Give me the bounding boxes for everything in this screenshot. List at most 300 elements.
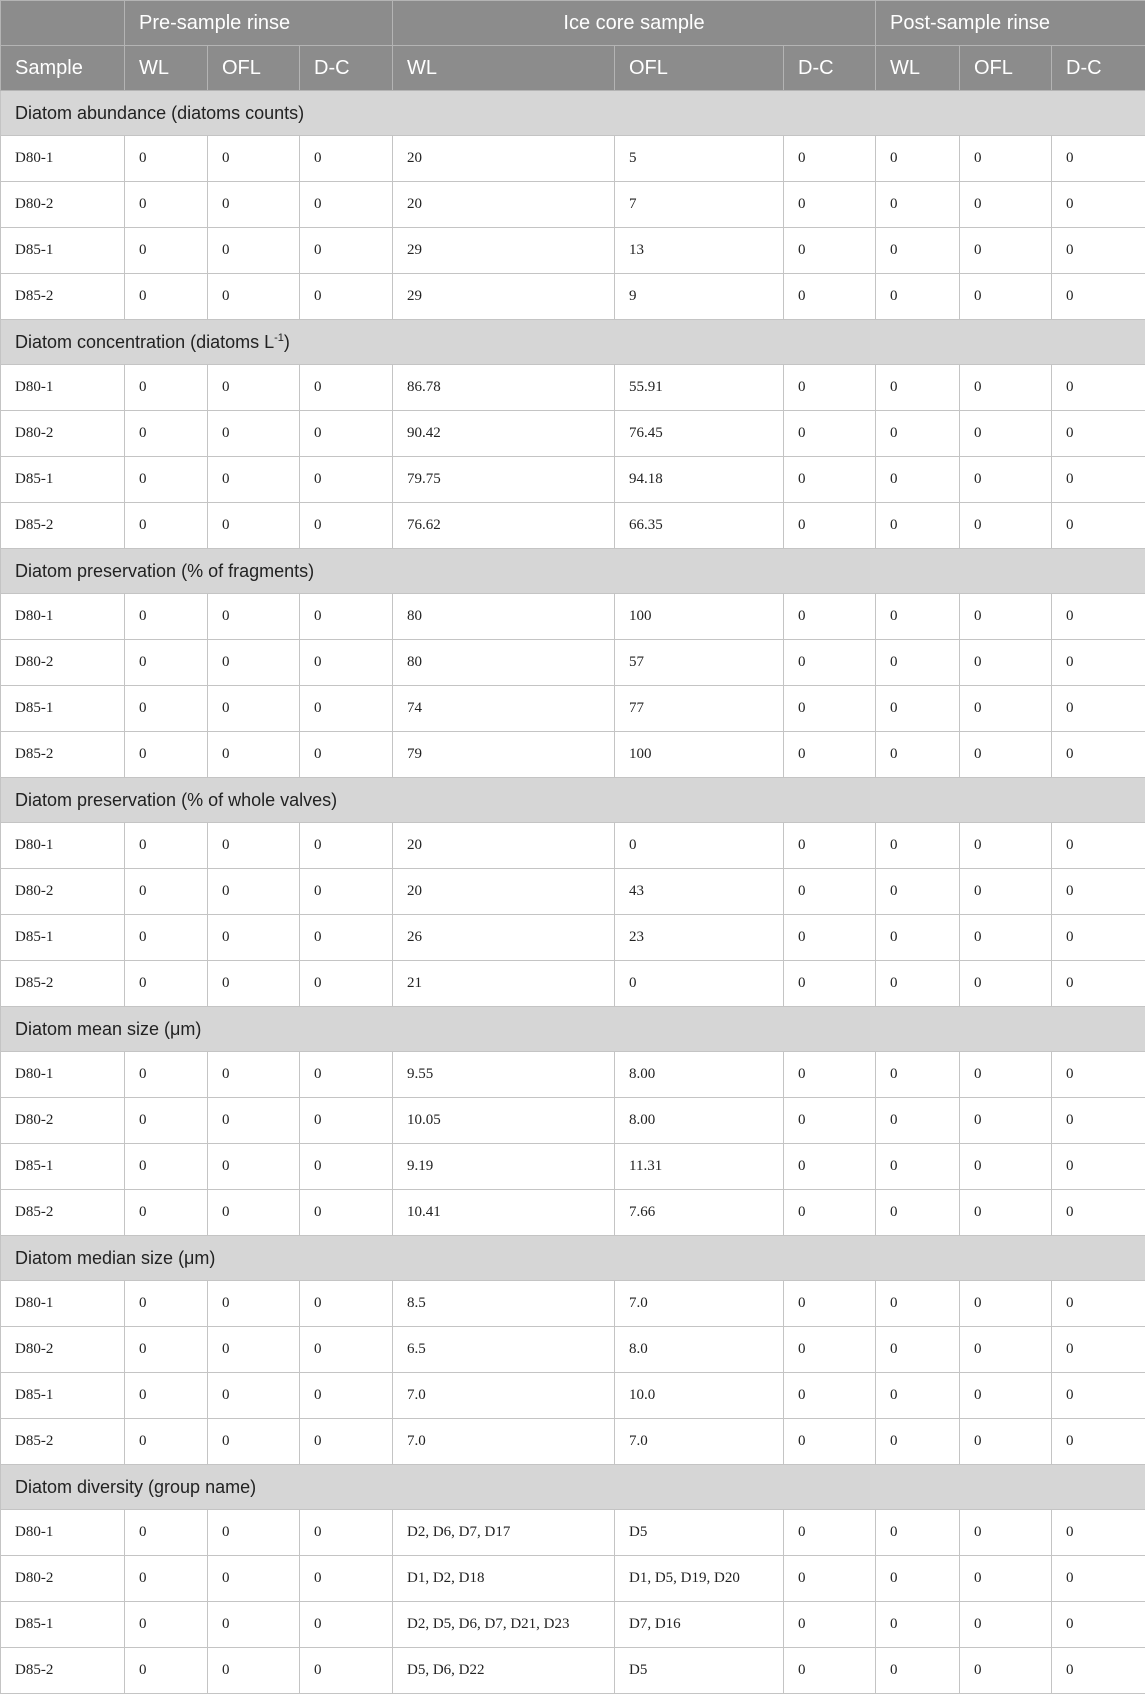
- column-header-ice-dc: D-C: [784, 46, 876, 91]
- table-cell: 8.5: [393, 1281, 615, 1327]
- sample-id-cell: D85-1: [1, 1373, 125, 1419]
- table-cell: 0: [300, 1190, 393, 1236]
- table-cell: 0: [784, 869, 876, 915]
- table-cell: 0: [125, 411, 208, 457]
- table-cell: 0: [876, 869, 960, 915]
- table-cell: 0: [784, 1648, 876, 1694]
- table-cell: 0: [125, 1327, 208, 1373]
- table-cell: 0: [125, 1052, 208, 1098]
- sample-id-cell: D80-1: [1, 136, 125, 182]
- table-cell: 0: [125, 1602, 208, 1648]
- sample-id-cell: D85-2: [1, 1190, 125, 1236]
- section-title-text: Diatom abundance (diatoms counts): [15, 103, 304, 123]
- column-header-post-wl: WL: [876, 46, 960, 91]
- table-cell: 0: [784, 503, 876, 549]
- table-cell: 5: [615, 136, 784, 182]
- table-cell: 0: [300, 1052, 393, 1098]
- table-cell: 7.0: [615, 1281, 784, 1327]
- column-header-sample: Sample: [1, 46, 125, 91]
- table-cell: 7.0: [393, 1373, 615, 1419]
- table-cell: 0: [208, 1510, 300, 1556]
- table-cell: 0: [125, 1419, 208, 1465]
- table-cell: 0: [300, 594, 393, 640]
- table-cell: 6.5: [393, 1327, 615, 1373]
- table-cell: 0: [300, 961, 393, 1007]
- table-cell: 0: [208, 1190, 300, 1236]
- table-cell: 0: [208, 732, 300, 778]
- table-cell: 8.00: [615, 1052, 784, 1098]
- table-cell: 0: [300, 503, 393, 549]
- table-row: [1, 1648, 1145, 1694]
- table-cell: 0: [1052, 1602, 1145, 1648]
- table-cell: 0: [1052, 1052, 1145, 1098]
- table-cell: 29: [393, 274, 615, 320]
- table-cell: 8.00: [615, 1098, 784, 1144]
- table-row: [1, 1510, 1145, 1556]
- table-row: [1, 1419, 1145, 1465]
- table-cell: 0: [300, 1510, 393, 1556]
- table-cell: 0: [960, 274, 1052, 320]
- table-cell: 0: [300, 182, 393, 228]
- table-cell: 43: [615, 869, 784, 915]
- group-header-row: [1, 1, 1145, 46]
- table-cell: 0: [960, 640, 1052, 686]
- table-cell: 0: [876, 686, 960, 732]
- section-title: [1, 1007, 1145, 1052]
- table-cell: 0: [960, 136, 1052, 182]
- table-cell: 0: [1052, 1510, 1145, 1556]
- table-cell: D5: [615, 1510, 784, 1556]
- table-cell: 0: [876, 1510, 960, 1556]
- table-cell: 90.42: [393, 411, 615, 457]
- section-title-text: Diatom mean size (μm): [15, 1019, 201, 1039]
- table-cell: 0: [125, 686, 208, 732]
- table-row: [1, 1052, 1145, 1098]
- table-cell: 0: [960, 915, 1052, 961]
- table-cell: 0: [208, 457, 300, 503]
- sample-id-cell: D85-2: [1, 1419, 125, 1465]
- table-cell: 0: [784, 594, 876, 640]
- table-cell: 0: [300, 1281, 393, 1327]
- sample-id-cell: D85-1: [1, 1602, 125, 1648]
- section-title-superscript: -1: [274, 332, 284, 344]
- section-header-row: [1, 778, 1145, 823]
- section-title-text: Diatom preservation (% of whole valves): [15, 790, 337, 810]
- table-cell: 0: [300, 1602, 393, 1648]
- table-cell: D2, D6, D7, D17: [393, 1510, 615, 1556]
- table-row: [1, 686, 1145, 732]
- table-cell: 0: [615, 823, 784, 869]
- table-body: [1, 91, 1145, 1694]
- table-cell: 100: [615, 594, 784, 640]
- table-cell: 0: [876, 1190, 960, 1236]
- table-cell: 0: [784, 1144, 876, 1190]
- sample-id-cell: D80-1: [1, 365, 125, 411]
- table-cell: 0: [300, 136, 393, 182]
- table-row: [1, 1556, 1145, 1602]
- section-header-row: [1, 320, 1145, 365]
- table-cell: 0: [125, 1556, 208, 1602]
- table-cell: 0: [1052, 503, 1145, 549]
- table-cell: 0: [208, 1327, 300, 1373]
- table-cell: 0: [876, 1373, 960, 1419]
- table-row: [1, 869, 1145, 915]
- table-cell: 7.0: [615, 1419, 784, 1465]
- table-cell: 0: [1052, 823, 1145, 869]
- table-cell: 20: [393, 823, 615, 869]
- column-header-post-ofl: OFL: [960, 46, 1052, 91]
- table-cell: D1, D2, D18: [393, 1556, 615, 1602]
- table-cell: 0: [876, 1419, 960, 1465]
- table-cell: 0: [960, 182, 1052, 228]
- table-cell: 79.75: [393, 457, 615, 503]
- table-cell: 0: [300, 1373, 393, 1419]
- sample-id-cell: D80-2: [1, 411, 125, 457]
- section-header-row: [1, 1465, 1145, 1510]
- column-header-ice-wl: WL: [393, 46, 615, 91]
- table-cell: 0: [1052, 1190, 1145, 1236]
- table-cell: 0: [1052, 915, 1145, 961]
- table-row: [1, 457, 1145, 503]
- table-cell: 0: [300, 457, 393, 503]
- table-row: [1, 1098, 1145, 1144]
- table-cell: 13: [615, 228, 784, 274]
- table-cell: 20: [393, 869, 615, 915]
- table-row: [1, 1281, 1145, 1327]
- sample-id-cell: D80-1: [1, 823, 125, 869]
- table-cell: D7, D16: [615, 1602, 784, 1648]
- table-cell: 0: [1052, 182, 1145, 228]
- section-title-text: Diatom median size (μm): [15, 1248, 215, 1268]
- table-row: [1, 1373, 1145, 1419]
- table-cell: 0: [125, 136, 208, 182]
- table-cell: 100: [615, 732, 784, 778]
- table-cell: 66.35: [615, 503, 784, 549]
- table-cell: 0: [960, 503, 1052, 549]
- column-header-pre-ofl: OFL: [208, 46, 300, 91]
- table-cell: 10.05: [393, 1098, 615, 1144]
- table-cell: 0: [1052, 1373, 1145, 1419]
- table-cell: 0: [960, 1281, 1052, 1327]
- table-cell: 0: [784, 274, 876, 320]
- table-cell: 0: [1052, 457, 1145, 503]
- sample-id-cell: D85-2: [1, 732, 125, 778]
- sample-id-cell: D85-1: [1, 686, 125, 732]
- sample-id-cell: D80-1: [1, 594, 125, 640]
- table-cell: 80: [393, 640, 615, 686]
- table-cell: 0: [960, 1052, 1052, 1098]
- table-cell: 0: [1052, 961, 1145, 1007]
- table-cell: 0: [208, 365, 300, 411]
- column-header-pre-dc: D-C: [300, 46, 393, 91]
- sample-id-cell: D80-2: [1, 869, 125, 915]
- table-cell: 79: [393, 732, 615, 778]
- sample-id-cell: D85-1: [1, 228, 125, 274]
- table-cell: 0: [876, 365, 960, 411]
- table-cell: 0: [784, 1373, 876, 1419]
- table-cell: 9.19: [393, 1144, 615, 1190]
- table-cell: 0: [300, 1419, 393, 1465]
- table-header: [1, 1, 1145, 91]
- table-cell: 0: [1052, 136, 1145, 182]
- table-cell: 0: [208, 640, 300, 686]
- table-cell: 0: [960, 1327, 1052, 1373]
- table-cell: 0: [300, 869, 393, 915]
- table-cell: 0: [784, 915, 876, 961]
- table-row: [1, 411, 1145, 457]
- column-header-post-dc: D-C: [1052, 46, 1145, 91]
- table-cell: D1, D5, D19, D20: [615, 1556, 784, 1602]
- section-header-row: [1, 1236, 1145, 1281]
- table-cell: 0: [300, 1327, 393, 1373]
- table-cell: 0: [125, 503, 208, 549]
- table-cell: 0: [960, 228, 1052, 274]
- table-cell: 0: [208, 915, 300, 961]
- table-cell: 0: [300, 823, 393, 869]
- table-cell: 0: [208, 228, 300, 274]
- table-cell: 86.78: [393, 365, 615, 411]
- table-cell: D5: [615, 1648, 784, 1694]
- table-cell: 0: [960, 457, 1052, 503]
- table-cell: 0: [208, 136, 300, 182]
- table-cell: 0: [784, 1281, 876, 1327]
- table-cell: 0: [300, 915, 393, 961]
- table-cell: 0: [960, 961, 1052, 1007]
- table-cell: 0: [784, 411, 876, 457]
- table-cell: 0: [876, 1098, 960, 1144]
- table-cell: 0: [208, 274, 300, 320]
- table-row: [1, 136, 1145, 182]
- table-cell: 94.18: [615, 457, 784, 503]
- table-row: [1, 1327, 1145, 1373]
- table-cell: 74: [393, 686, 615, 732]
- column-header-ice-ofl: OFL: [615, 46, 784, 91]
- table-cell: 0: [208, 1373, 300, 1419]
- table-cell: 0: [876, 1648, 960, 1694]
- section-title: [1, 1465, 1145, 1510]
- table-row: [1, 732, 1145, 778]
- table-cell: 0: [1052, 1144, 1145, 1190]
- table-cell: 0: [125, 1373, 208, 1419]
- table-cell: 0: [876, 503, 960, 549]
- table-cell: 0: [784, 136, 876, 182]
- table-cell: 76.62: [393, 503, 615, 549]
- group-header-empty: [1, 1, 125, 46]
- table-cell: 9: [615, 274, 784, 320]
- table-cell: 23: [615, 915, 784, 961]
- section-title: [1, 778, 1145, 823]
- table-cell: 0: [208, 1144, 300, 1190]
- table-cell: 0: [125, 1098, 208, 1144]
- table-row: [1, 823, 1145, 869]
- table-cell: 0: [208, 411, 300, 457]
- table-cell: 0: [208, 503, 300, 549]
- section-title-text: Diatom concentration (diatoms L: [15, 332, 274, 352]
- table-cell: 0: [960, 411, 1052, 457]
- table-cell: 0: [125, 732, 208, 778]
- table-cell: 20: [393, 182, 615, 228]
- table-cell: 0: [784, 1510, 876, 1556]
- table-cell: 0: [876, 1602, 960, 1648]
- sample-id-cell: D85-2: [1, 274, 125, 320]
- table-cell: 0: [784, 1190, 876, 1236]
- table-cell: 0: [208, 1098, 300, 1144]
- table-cell: 0: [208, 1602, 300, 1648]
- table-cell: 0: [1052, 1281, 1145, 1327]
- section-title-suffix: ): [284, 332, 290, 352]
- table-cell: D5, D6, D22: [393, 1648, 615, 1694]
- table-cell: 0: [1052, 1648, 1145, 1694]
- table-cell: 0: [1052, 869, 1145, 915]
- table-row: [1, 274, 1145, 320]
- column-header-row: [1, 46, 1145, 91]
- table-cell: 0: [1052, 686, 1145, 732]
- table-cell: 0: [960, 1190, 1052, 1236]
- table-cell: 0: [125, 1190, 208, 1236]
- sample-id-cell: D85-2: [1, 1648, 125, 1694]
- table-cell: 76.45: [615, 411, 784, 457]
- section-title: [1, 320, 1145, 365]
- table-row: [1, 915, 1145, 961]
- table-row: [1, 1190, 1145, 1236]
- table-cell: 0: [960, 594, 1052, 640]
- table-cell: 0: [784, 365, 876, 411]
- section-title-text: Diatom preservation (% of fragments): [15, 561, 314, 581]
- sample-id-cell: D80-2: [1, 182, 125, 228]
- sample-id-cell: D85-1: [1, 915, 125, 961]
- table-cell: 57: [615, 640, 784, 686]
- table-cell: 0: [960, 686, 1052, 732]
- table-cell: 0: [208, 1281, 300, 1327]
- table-cell: 0: [125, 1144, 208, 1190]
- group-header-ice-core-sample: Ice core sample: [393, 1, 876, 46]
- table-cell: 0: [784, 1419, 876, 1465]
- table-cell: 7: [615, 182, 784, 228]
- table-row: [1, 594, 1145, 640]
- sample-id-cell: D85-2: [1, 503, 125, 549]
- sample-id-cell: D80-2: [1, 1327, 125, 1373]
- table-cell: 80: [393, 594, 615, 640]
- table-cell: 10.0: [615, 1373, 784, 1419]
- table-cell: 0: [125, 869, 208, 915]
- table-cell: D2, D5, D6, D7, D21, D23: [393, 1602, 615, 1648]
- table-cell: 0: [1052, 1098, 1145, 1144]
- table-cell: 0: [876, 457, 960, 503]
- table-row: [1, 503, 1145, 549]
- table-cell: 0: [960, 1144, 1052, 1190]
- table-cell: 0: [960, 365, 1052, 411]
- sample-id-cell: D80-2: [1, 1098, 125, 1144]
- table-row: [1, 640, 1145, 686]
- table-cell: 0: [784, 1327, 876, 1373]
- table-cell: 0: [784, 686, 876, 732]
- table-cell: 0: [615, 961, 784, 1007]
- table-cell: 0: [300, 1556, 393, 1602]
- table-cell: 0: [125, 228, 208, 274]
- table-row: [1, 182, 1145, 228]
- table-cell: 0: [784, 823, 876, 869]
- table-cell: 7.66: [615, 1190, 784, 1236]
- table-cell: 0: [125, 1510, 208, 1556]
- table-cell: 0: [125, 1281, 208, 1327]
- table-cell: 0: [208, 869, 300, 915]
- table-cell: 0: [300, 1098, 393, 1144]
- table-cell: 11.31: [615, 1144, 784, 1190]
- table-cell: 0: [960, 1602, 1052, 1648]
- table-cell: 0: [208, 1419, 300, 1465]
- table-cell: 0: [1052, 274, 1145, 320]
- table-cell: 29: [393, 228, 615, 274]
- table-cell: 0: [960, 823, 1052, 869]
- table-cell: 8.0: [615, 1327, 784, 1373]
- section-title-text: Diatom diversity (group name): [15, 1477, 256, 1497]
- table-cell: 77: [615, 686, 784, 732]
- table-row: [1, 1144, 1145, 1190]
- table-cell: 0: [960, 1373, 1052, 1419]
- table-cell: 0: [876, 228, 960, 274]
- table-cell: 0: [876, 915, 960, 961]
- table-cell: 0: [784, 1052, 876, 1098]
- table-cell: 0: [960, 732, 1052, 778]
- table-cell: 0: [1052, 411, 1145, 457]
- column-header-pre-wl: WL: [125, 46, 208, 91]
- table-cell: 0: [1052, 594, 1145, 640]
- table-cell: 0: [876, 640, 960, 686]
- sample-id-cell: D85-2: [1, 961, 125, 1007]
- table-cell: 0: [1052, 732, 1145, 778]
- table-cell: 0: [300, 732, 393, 778]
- table-cell: 0: [125, 961, 208, 1007]
- table-cell: 0: [208, 961, 300, 1007]
- table-cell: 0: [300, 365, 393, 411]
- sample-id-cell: D80-1: [1, 1052, 125, 1098]
- table-cell: 10.41: [393, 1190, 615, 1236]
- group-header-pre-sample-rinse: Pre-sample rinse: [125, 1, 393, 46]
- table-cell: 26: [393, 915, 615, 961]
- table-cell: 0: [1052, 1327, 1145, 1373]
- table-cell: 0: [960, 1648, 1052, 1694]
- table-cell: 0: [208, 182, 300, 228]
- table-cell: 0: [876, 1556, 960, 1602]
- table-cell: 0: [784, 1098, 876, 1144]
- sample-id-cell: D85-1: [1, 457, 125, 503]
- table-cell: 0: [1052, 1556, 1145, 1602]
- table-cell: 0: [960, 1556, 1052, 1602]
- section-title: [1, 549, 1145, 594]
- section-header-row: [1, 91, 1145, 136]
- table-cell: 0: [125, 823, 208, 869]
- section-header-row: [1, 1007, 1145, 1052]
- table-cell: 0: [125, 594, 208, 640]
- section-title: [1, 91, 1145, 136]
- table-cell: 0: [300, 274, 393, 320]
- table-cell: 0: [1052, 228, 1145, 274]
- table-cell: 0: [208, 686, 300, 732]
- table-cell: 0: [208, 1648, 300, 1694]
- table-cell: 0: [208, 823, 300, 869]
- table-cell: 0: [876, 732, 960, 778]
- table-cell: 0: [876, 1281, 960, 1327]
- table-cell: 0: [784, 732, 876, 778]
- table-cell: 0: [1052, 1419, 1145, 1465]
- table-cell: 0: [876, 594, 960, 640]
- table-row: [1, 961, 1145, 1007]
- table-cell: 0: [208, 1556, 300, 1602]
- section-title: [1, 1236, 1145, 1281]
- table-cell: 0: [300, 228, 393, 274]
- table-cell: 0: [300, 640, 393, 686]
- table-cell: 0: [960, 1098, 1052, 1144]
